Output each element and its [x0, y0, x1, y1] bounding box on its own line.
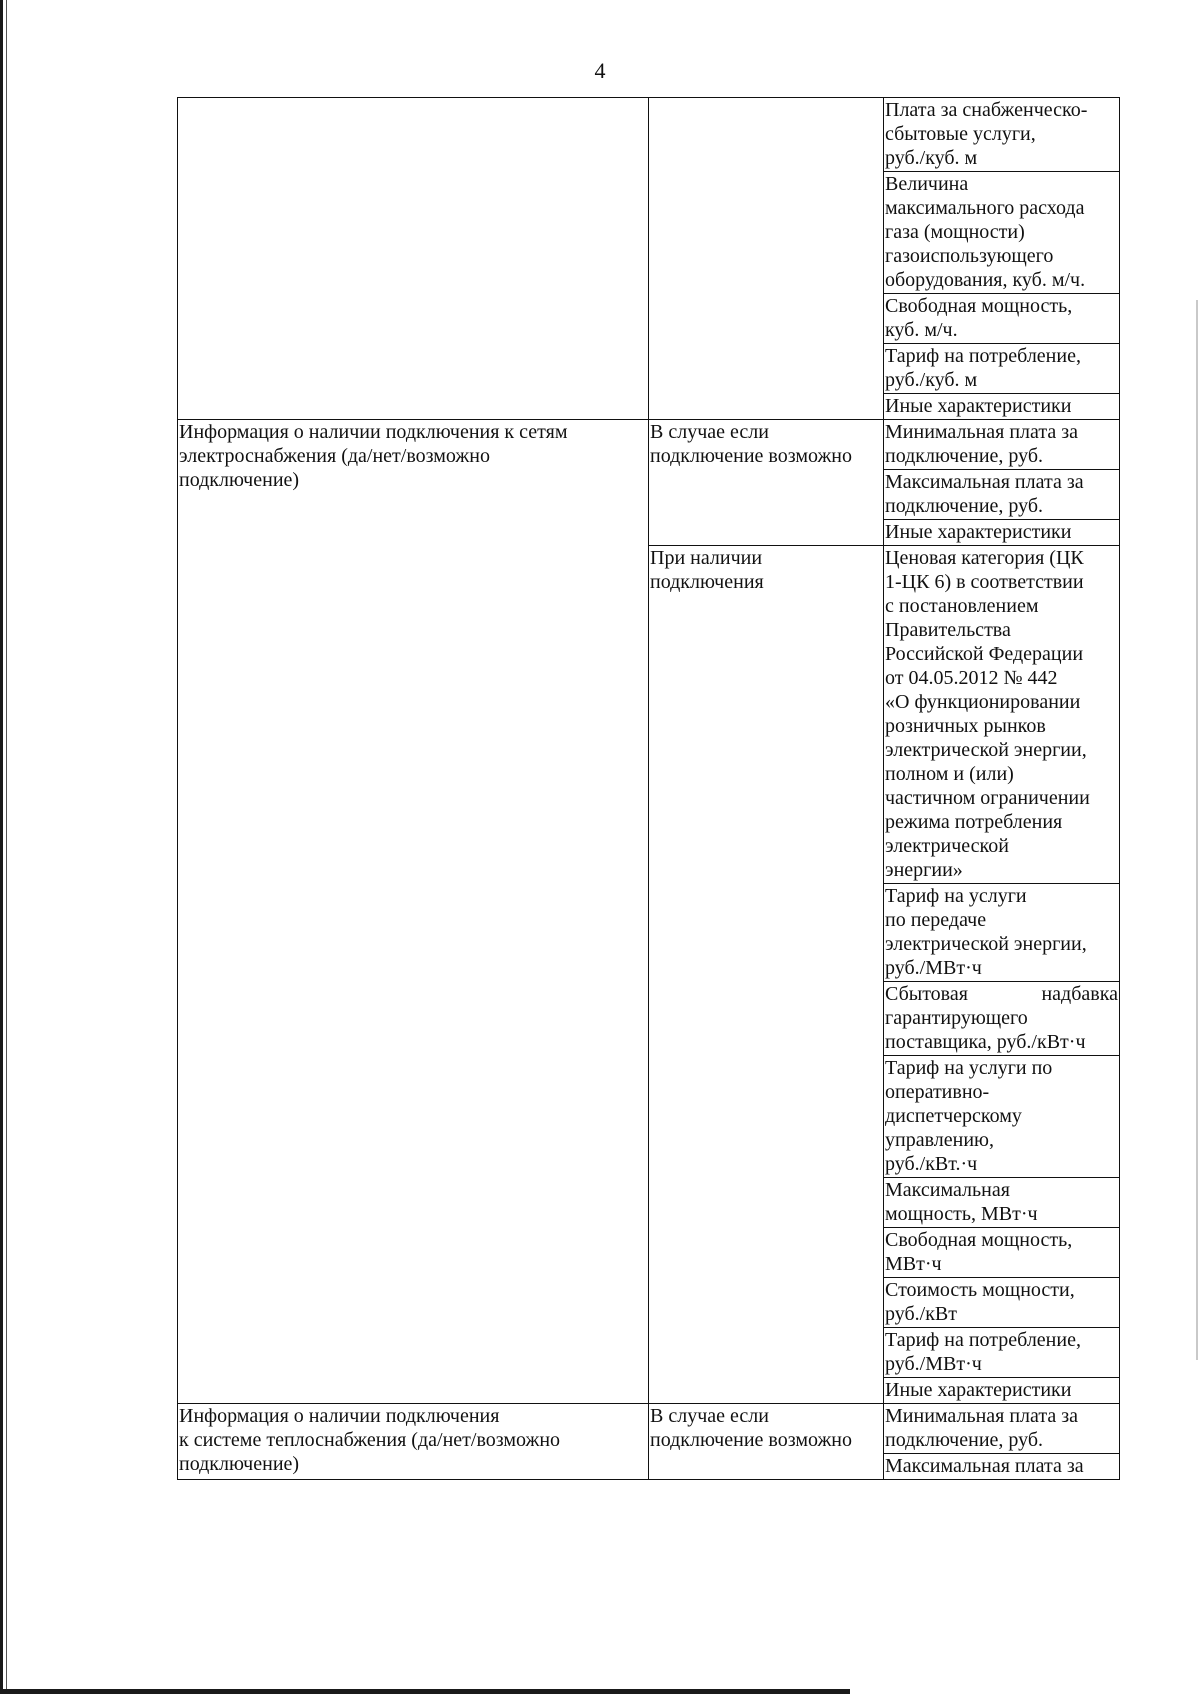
gas-supply-fee: Плата за снабженческо- сбытовые услуги, руб./куб. м: [884, 98, 1120, 172]
electricity-price-category: Ценовая категория (ЦК 1-ЦК 6) в соответствии с постановлением Правительства Российской Федерации от 04.05.2012 № 442 «О функционировании розничных рынков электрической энергии, полном и (или) частичном ограничении режима потребления электрической энергии»: [884, 546, 1120, 884]
electricity-consumption-tariff: Тариф на потребление, руб./МВт·ч: [884, 1328, 1120, 1378]
heat-max-fee: Максимальная плата за: [884, 1454, 1120, 1480]
electricity-free-power: Свободная мощность, МВт·ч: [884, 1228, 1120, 1278]
electricity-power-cost: Стоимость мощности, руб./кВт: [884, 1278, 1120, 1328]
electricity-max-fee: Максимальная плата за подключение, руб.: [884, 470, 1120, 520]
gas-consumption-tariff: Тариф на потребление, руб./куб. м: [884, 344, 1120, 394]
info-table: [177, 97, 1120, 1480]
electricity-sales-markup: Сбытовая надбавка гарантирующего поставщика, руб./кВт·ч: [884, 982, 1120, 1056]
empty-cell: [649, 98, 884, 420]
scan-edge-right: [1196, 300, 1198, 1360]
electricity-connected-label: При наличии подключения: [649, 546, 884, 1404]
gas-max-consumption: Величина максимального расхода газа (мощности) газоиспользующего оборудования, куб. м/ч.: [884, 172, 1120, 294]
electricity-connection-label: Информация о наличии подключения к сетям электроснабжения (да/нет/возможно подключение): [178, 420, 649, 1404]
heat-possible-label: В случае если подключение возможно: [649, 1404, 884, 1480]
table-row: [178, 420, 1120, 470]
electricity-min-fee: Минимальная плата за подключение, руб.: [884, 420, 1120, 470]
table-row: [178, 98, 1120, 172]
heat-connection-label: Информация о наличии подключения к системе теплоснабжения (да/нет/возможно подключение): [178, 1404, 649, 1480]
electricity-connected-other: Иные характеристики: [884, 1378, 1120, 1404]
table-row: [178, 1404, 1120, 1454]
heat-min-fee: Минимальная плата за подключение, руб.: [884, 1404, 1120, 1454]
scan-edge-bottom: [0, 1689, 850, 1694]
scan-edge-left-line: [6, 0, 7, 1694]
scan-edge-left: [0, 0, 3, 1694]
gas-other: Иные характеристики: [884, 394, 1120, 420]
electricity-max-power: Максимальная мощность, МВт·ч: [884, 1178, 1120, 1228]
page-number: 4: [594, 58, 606, 83]
gas-free-capacity: Свободная мощность, куб. м/ч.: [884, 294, 1120, 344]
electricity-possible-other: Иные характеристики: [884, 520, 1120, 546]
empty-cell: [178, 98, 649, 420]
electricity-possible-label: В случае если подключение возможно: [649, 420, 884, 546]
electricity-dispatch-tariff: Тариф на услуги по оперативно- диспетчерскому управлению, руб./кВт.·ч: [884, 1056, 1120, 1178]
electricity-transmission-tariff: Тариф на услуги по передаче электрической энергии, руб./МВт·ч: [884, 884, 1120, 982]
